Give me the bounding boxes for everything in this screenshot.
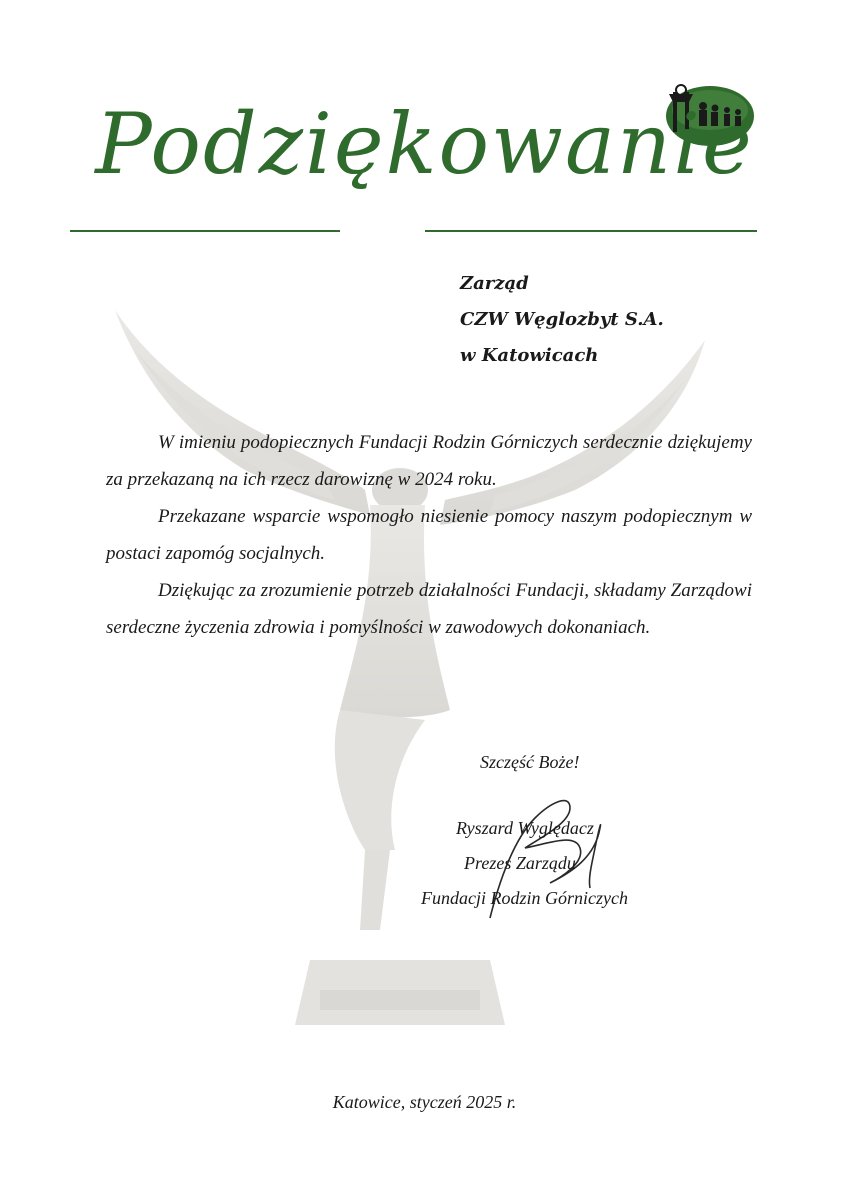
winged-statue-watermark-icon — [95, 290, 735, 1060]
title-rule-left — [70, 230, 340, 232]
signatory-name: Ryszard Wyględacz — [456, 818, 594, 838]
letter-body — [106, 424, 752, 646]
addressee-line: Zarząd — [460, 273, 529, 294]
place-date: Katowice, styczeń 2025 r. — [332, 1092, 517, 1112]
signatory-organization: Fundacji Rodzin Górniczych — [421, 888, 628, 908]
addressee-block — [460, 266, 664, 374]
signatory-role: Prezes Zarządu — [464, 853, 576, 873]
page-title: Podziękowanie — [95, 95, 754, 193]
title-rule-right — [425, 230, 757, 232]
addressee-line: w Katowicach — [460, 345, 599, 366]
body-paragraph: W imieniu podopiecznych Fundacji Rodzin Górniczych serdecznie dziękujemy za przekazaną na ich rzecz darowiznę w 2024 roku. — [106, 432, 752, 490]
addressee-line: CZW Węglozbyt S.A. — [460, 309, 664, 330]
body-paragraph: Przekazane wsparcie wspomogło niesienie pomocy naszym podopiecznym w postaci zapomóg socjalnych. — [106, 506, 752, 564]
closing-greeting: Szczęść Boże! — [480, 752, 580, 772]
body-paragraph: Dziękując za zrozumienie potrzeb działalności Fundacji, składamy Zarządowi serdeczne życzenia zdrowia i pomyślności w zawodowych dokonaniach. — [106, 580, 752, 638]
